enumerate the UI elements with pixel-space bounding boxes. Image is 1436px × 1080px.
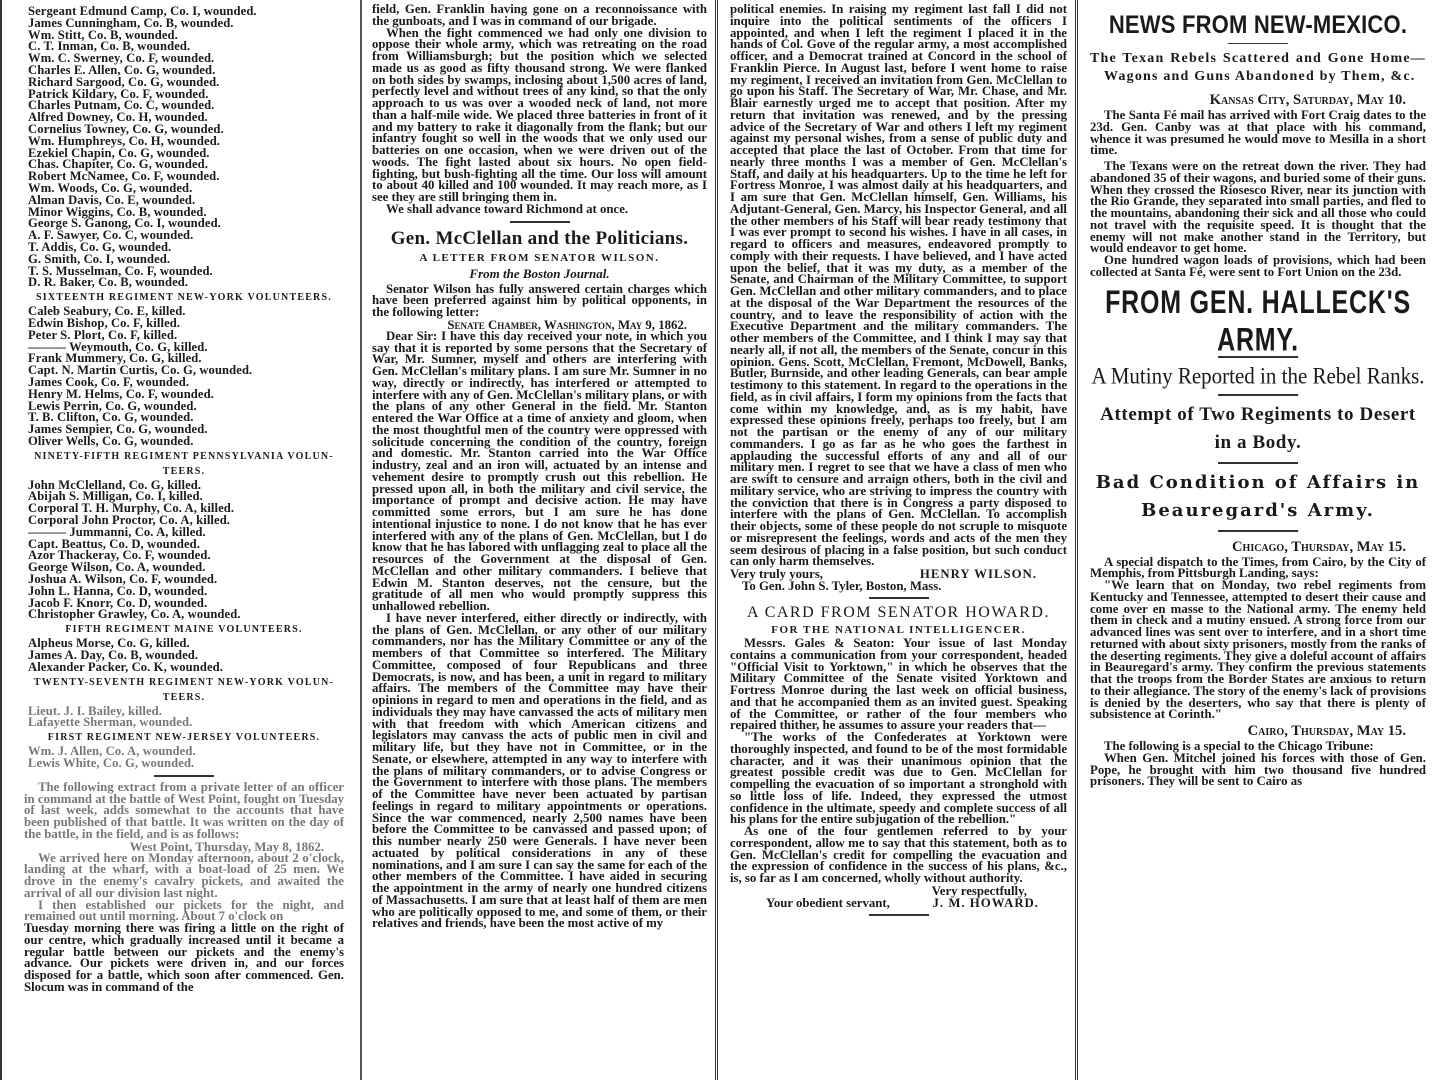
- casualty-entry: Chas. Chapiter, Co. G, wounded.: [28, 157, 209, 172]
- signature: J. M. HOWARD.: [932, 895, 1039, 910]
- casualty-entry: Minor Wiggins, Co. B, wounded.: [28, 204, 207, 219]
- section-divider: [869, 597, 929, 599]
- section-divider: [869, 914, 929, 916]
- casualty-entry: James A. Day, Co. B, wounded.: [28, 648, 199, 663]
- casualty-entry: Wm. Humphreys, Co. H, wounded.: [28, 133, 221, 148]
- casualty-entry: Lieut. J. I. Bailey, killed.: [28, 703, 163, 718]
- casualty-entry: A. F. Sawyer, Co. C, wounded.: [28, 228, 194, 243]
- casualty-entry: Wm. J. Allen, Co. A, wounded.: [28, 744, 196, 759]
- casualty-entry: ——— Weymouth, Co. G, killed.: [28, 339, 208, 354]
- casualty-entry: Sergeant Edmund Camp, Co. I, wounded.: [28, 4, 257, 18]
- halleck-headline: FROM GEN. HALLECK'S ARMY.: [1105, 283, 1411, 358]
- card-headline: A CARD FROM SENATOR HOWARD.: [747, 604, 1050, 621]
- casualty-entry: James Sempier, Co. G, wounded.: [28, 422, 208, 437]
- casualty-entry: T. B. Clifton, Co. G, wounded.: [28, 410, 194, 425]
- column-4: [1075, 0, 1436, 1080]
- casualty-entry: George S. Ganong, Co. I, wounded.: [28, 216, 221, 231]
- news-deck: The Texan Rebels Scattered and Gone Home—Wagons and Guns Abandoned by Them, &c.: [1090, 51, 1426, 84]
- regiment-heading: NINETY-FIFTH REGIMENT PENNSYLVANIA VOLUN-: [34, 450, 334, 462]
- card-paragraph: As one of the four gentlemen referred to by your correspondent, allow me to say that this statement, both as to Gen. McClellan's credit for compelling the evacuation and the expression of confidence in the success of his plans, &c., is, so far as I am concerned, wholly without authority.: [730, 824, 1067, 885]
- addressee: To Gen. John S. Tyler, Boston, Mass.: [742, 579, 942, 593]
- dispatch-quote: "We learn that on Monday, two rebel regiments from Kentucky and Tennessee, attempted to desert their cause and come over en masse to the National army. The enemy held them in check and a mutiny ensued. A strong force from our advanced lines was sent over to interfere, and in a short time returned with about sixty prisoners, mostly from the ranks of the deserting regiments. They give a doleful account of affairs in Beauregard's army. They confirm the previous statements that the troops from the Border States are anxious to return to their allegiance. The story of the enemy's lack of provisions is denied by the deserters, who say that there is plenty of subsistence at Corinth.": [1090, 578, 1426, 722]
- casualty-entry: Azor Thackeray, Co. F, wounded.: [28, 548, 211, 563]
- casualty-entry: G. Smith, Co. I, wounded.: [28, 251, 171, 266]
- halleck-deck: A Mutiny Reported in the Rebel Ranks.: [1091, 362, 1425, 389]
- section-divider: [1218, 530, 1298, 532]
- casualty-entry: John McClelland, Co. G, killed.: [28, 477, 202, 492]
- casualty-entry: Patrick Kildary, Co. F, wounded.: [28, 86, 209, 101]
- column-2: [360, 0, 715, 1080]
- closing: Very respectfully,: [931, 883, 1027, 898]
- casualty-entry: T. S. Musselman, Co. F, wounded.: [28, 263, 213, 278]
- letter-continuation: We shall advance toward Richmond at once.: [386, 201, 629, 216]
- casualty-list-95pa: [24, 477, 344, 622]
- article-paragraph: I have never interfered, either directly or indirectly, with the plans of Gen. McClellan, or any other of our military commanders, nor has the Military Committee or any of the members of that Committee so interfered. The Military Committee, composed of four Republicans and three Democrats, is now, and has been, a unit in regard to military affairs. The members of the Committee may have their opinions in regard to men and operations in the field, and as individuals they may have canvassed the acts of military men with that freedom with which American citizens and legislators may canvass the acts of public men in civil and military life, but they have not in Committee, or in the Senate, or elsewhere, attempted in any way to interfere with the plans of military commanders, or to advise Congress or the Government to interfere with those plans. The members of the Committee have never been actuated by partisan feelings in regard to military appointments or operations. Since the war commenced, nearly 2,500 names have been before the Committee to be canvassed and passed upon; of this number nearly 250 were Generals. I have never been actuated by political considerations in any of these nominations, and I am sure I can say the same for each of the other members of the Committee. I have aided in securing the appointment in the army of nearly one hundred citizens of Massachusetts. I am sure that at least half of them are men who are politically opposed to me, and some of them, or their relatives and friends, have been the most active of my: [372, 610, 707, 931]
- wilson-letter-continuation: political enemies. In raising my regiment last fall I did not inquire into the political sentiments of the officers I appointed, and when I left the regiment I placed it in the hands of Col. Gove of the regular army, a most accomplished officer, and a Democrat trained at Concord in the school of Franklin Pierce. In August last, before I went home to raise my regiment, I received an invitation from Gen. McClellan to go upon his Staff. The Secretary of War, Mr. Chase, and Mr. Blair earnestly urged me to accept that position. After my return that invitation was renewed, and by the pressing advice of the Secretary of War and others I left my regiment against my personal wishes, from a sense of public duty and accepted that place the last of October. From that time for nearly three months I was a member of Gen. McClellan's Staff, and daily at his headquarters. Up to the time he left for Fortress Monroe, I was almost daily at his headquarters, and I am sure that Gen. McClellan himself, Gen. Williams, his Adjutant-General, Gen. Marcy, his Inspector General, and all the other members of his Staff will bear ready testimony that I was ever prompt to second his wishes. I have in all cases, in regard to officers and measures, endeavored promptly to comply with their requests. I have believed, and I have acted upon the belief, that it was my duty, as a member of the Senate, and Chairman of the Military Committee, to support Gen. McClellan and other military commanders, and to place at the disposal of the War Department the resources of the country, and to leave the responsibility of action with the Executive Department and the military commanders. The other members of the Committee, and I think I may say that nearly all, if not all, the members of the Senate, concur in this opinion. Gens. Scott, McClellan, Fremont, McDowell, Banks, Butler, Burnside, and other leading Generals, can bear ample testimony to this statement. In regard to the operations in the field, as in civil affairs, I form my opinions from the facts that come within my knowledge, and, as is my habit, have expressed these opinions freely, perhaps too freely, but I am not the partisan or the enemy of any of our military commanders. I go as far as he who goes the farthest in applauding the successful efforts of any and all of our military men. I regret to see that we have a class of men who are swift to censure and arraign others, both in the civil and military service, who are striving to impress the country with the conviction that there is in Congress a party disposed to interfere with the plans of Gen. McClellan. To accomplish their objects, some of these people do not scruple to misquote or misrepresent the feelings, words and acts of the men they seem desirous of placing in a false position, but such conduct can only harm themselves.: [730, 2, 1067, 569]
- casualty-list-16ny: [24, 306, 344, 448]
- article-source: From the Boston Journal.: [469, 265, 610, 281]
- dispatch-paragraph: A special dispatch to the Times, from Cairo, by the City of Memphis, from Pittsburgh Landing, says:: [1090, 554, 1426, 581]
- casualty-entry: Charles E. Allen, Co. G, wounded.: [28, 62, 216, 77]
- card-paragraph: Messrs. Gales & Seaton: Your issue of last Monday contains a communication from your correspondent, headed "Official Visit to Yorktown," in which he observes that the Military Committee of the Senate visited Yorktown and Fortress Monroe during the last week on official business, and that he accompanied them as an invited guest. Speaking of the Committee, or rather of the four members who repaired thither, he assumes to assure your readers that—: [730, 636, 1067, 733]
- casualty-entry: D. R. Baker, Co. B, wounded.: [28, 275, 189, 290]
- regiment-heading: FIRST REGIMENT NEW-JERSEY VOLUNTEERS.: [47, 732, 321, 744]
- halleck-deck: Attempt of Two Regiments to Desert in a Body.: [1100, 403, 1416, 453]
- news-paragraph: One hundred wagon loads of provisions, which had been collected at Santa Fé, were sent to Fort Union on the 23d.: [1090, 253, 1426, 279]
- casualty-entry: Richard Sargood, Co. G, wounded.: [28, 74, 220, 89]
- casualty-list-1nj: [24, 746, 344, 770]
- letter-dateline: West Point, Thursday, May 8, 1862.: [129, 839, 324, 854]
- section-divider: [510, 221, 570, 223]
- casualty-entry: Alman Davis, Co. E, wounded.: [28, 192, 196, 207]
- casualty-entry: Henry M. Helms, Co. F, wounded.: [28, 386, 214, 401]
- casualty-entry: ——— Jummanni, Co. A, killed.: [28, 524, 206, 539]
- column-3: [715, 0, 1075, 1080]
- casualty-entry: Abijah S. Milligan, Co. I, killed.: [28, 489, 203, 504]
- news-paragraph: The Texans were on the retreat down the river. They had abandoned 35 of their wagons, and buried some of their guns. When they crossed the Riosesco River, near its junction with the Rio Grande, they separated into small parties, and fled to the mountains, abandoning their sick and all those who could not travel with the requisite speed. It is thought that the enemy will not make another stand in the Territory, but would endeavor to get home.: [1090, 159, 1426, 256]
- article-headline: Gen. McClellan and the Politicians.: [390, 227, 689, 249]
- section-divider: [1218, 462, 1298, 464]
- casualty-entry: John L. Hanna, Co. D, wounded.: [28, 583, 208, 598]
- casualty-entry: Corporal John Proctor, Co. A, killed.: [28, 513, 231, 528]
- letter-paragraph: Tuesday morning there was firing a little on the right of our centre, which gradually increased until it became a regular battle between our pickets and the enemy's advance. Our pickets were driven in, and our forces disposed for a battle, which soon after commenced. Gen. Slocum was in command of the: [24, 921, 344, 994]
- casualty-entry: Lewis Perrin, Co. G, wounded.: [28, 398, 197, 413]
- casualty-list-a: [24, 6, 344, 289]
- regiment-heading: SIXTEENTH REGIMENT NEW-YORK VOLUNTEERS.: [36, 292, 332, 304]
- article-intro: Senator Wilson has fully answered certain charges which have been preferred against him by political opponents, in the following letter:: [372, 281, 707, 319]
- casualty-entry: Cornelius Towney, Co. G, wounded.: [28, 121, 224, 136]
- letter-intro: The following extract from a private letter of an officer in command at the battle of West Point, fought on Tuesday of last week, adds somewhat to the accounts that have been published of that battle. It was written on the day of the battle, in the field, and is as follows:: [24, 779, 344, 841]
- card-subheadline: FOR THE NATIONAL INTELLIGENCER.: [771, 624, 1026, 636]
- article-paragraph: Dear Sir: I have this day received your note, in which you say that it is reported by some persons that the Secretary of War, Mr. Sumner, myself and others are interfering with Gen. McClellan's military plans. I am sure Mr. Sumner in no way, directly or indirectly, has interfered or attempted to interfere with any of Gen. McClellan's military plans, or with the plans of any other General in the field. Mr. Stanton entered the War Office at a time of anxiety and gloom, when the most thoughtful men of the country were oppressed with solicitude concerning the condition of the country, foreign and domestic. Mr. Stanton carried into the War Office industry, zeal and an iron will, actuated by an intense and vehement desire to promptly crush out this rebellion. He pressed upon all, in both the military and civil service, the importance of prompt and decisive action. He may have committed some errors, but I am sure he has done intentional injustice to none. I do not know that he has ever interfered with any of the plans of Gen. McClellan, but I do know that he has labored with unflagging zeal to place all the resources of the Government at the disposal of Gen. McClellan and other military commanders. I believe that Edwin M. Stanton deserves, not the censure, but the gratitude of all men who would promptly suppress this unhallowed rebellion.: [372, 328, 707, 613]
- casualty-entry: Jacob F. Knorr, Co. D, wounded.: [28, 595, 208, 610]
- article-dateline: Senate Chamber, Washington, May 9, 1862.: [447, 317, 687, 332]
- casualty-entry: Charles Putnam, Co. C, wounded.: [28, 98, 215, 113]
- casualty-entry: Edwin Bishop, Co. F, killed.: [28, 315, 181, 330]
- casualty-entry: Alfred Downey, Co. H, wounded.: [28, 110, 208, 125]
- letter-paragraph: We arrived here on Monday afternoon, about 2 o'clock, landing at the wharf, with a boat-load of 25 men. We drove in the enemy's cavalry pickets, and awaited the arrival of all our division last night.: [24, 850, 344, 900]
- section-divider: [1228, 43, 1288, 44]
- casualty-entry: George Wilson, Co. A, wounded.: [28, 560, 206, 575]
- howard-signoff: [730, 897, 1067, 909]
- casualty-entry: Caleb Seabury, Co. E, killed.: [28, 304, 186, 319]
- regiment-heading-cont: TEERS.: [162, 465, 206, 477]
- casualty-entry: Joshua A. Wilson, Co. F, wounded.: [28, 572, 218, 587]
- casualty-list-27ny: [24, 703, 344, 730]
- closing: Very truly yours,: [730, 567, 824, 581]
- casualty-entry: Frank Mummery, Co. G, killed.: [28, 351, 202, 366]
- dispatch-paragraph: The following is a special to the Chicago Tribune:: [1104, 739, 1374, 753]
- casualty-entry: Christopher Grawley, Co. A, wounded.: [28, 607, 241, 622]
- casualty-entry: T. Addis, Co. G, wounded.: [28, 239, 172, 254]
- officer-letter: [24, 779, 344, 994]
- casualty-entry: Alexander Packer, Co. K, wounded.: [28, 659, 224, 674]
- letter-continuation: When the fight commenced we had only one division to oppose their whole army, which was retreating on the road from Williamsburgh; but the position which we selected made us as good as fifty thousand strong. We were flanked on both sides by swamps, inclosing about 1,500 acres of land, perfectly level and without trees of any kind, so that the only approach to us was over a wooded neck of land, not more than a half-mile wide. We placed three batteries in front of it and my battery to rake it diagonally from the flank; but our infantry fought so well in the woods that we only used our batteries on one occasion, when we were driven out of the woods. The fight lasted about six hours. No open field-fighting, but bush-fighting all the time. Our loss will amount to about 40 killed and 100 wounded. It may reach more, as I see they are still bringing them in.: [372, 25, 707, 204]
- dispatch-paragraph: When Gen. Mitchel joined his forces with those of Gen. Pope, he brought with him two thousand five hundred prisoners. They will be sent to Cairo as: [1090, 750, 1426, 789]
- chicago-dateline: Chicago, Thursday, May 15.: [1232, 538, 1406, 555]
- letter-continuation: field, Gen. Franklin having gone on a reconnoissance with the gunboats, and I was in command of our brigade.: [372, 2, 707, 28]
- casualty-entry: Corporal T. H. Murphy, Co. A, killed.: [28, 501, 235, 516]
- section-divider: [154, 775, 214, 777]
- casualty-entry: Wm. Stitt, Co. B, wounded.: [28, 27, 178, 42]
- news-headline: NEWS FROM NEW-MEXICO.: [1108, 10, 1408, 39]
- signature: HENRY WILSON.: [919, 567, 1037, 581]
- casualty-entry: Wm. C. Swerney, Co. F, wounded.: [28, 51, 215, 66]
- regiment-heading: TWENTY-SEVENTH REGIMENT NEW-YORK VOLUN-: [33, 676, 335, 688]
- halleck-deck: Bad Condition of Affairs in Beauregard's Army.: [1095, 471, 1421, 521]
- casualty-entry: Lafayette Sherman, wounded.: [28, 715, 193, 730]
- cairo-dateline: Cairo, Thursday, May 15.: [1247, 723, 1406, 739]
- casualty-entry: Alpheus Morse, Co. G, killed.: [28, 636, 190, 651]
- column-1: [0, 0, 360, 1080]
- casualty-entry: C. T. Inman, Co. B, wounded.: [28, 39, 191, 54]
- news-dateline: Kansas City, Saturday, May 10.: [1209, 92, 1406, 108]
- card-quote: "The works of the Confederates at Yorktown were thoroughly inspected, and found to be of the most formidable character, and it was their unanimous opinion that the greatest possible credit was due to Gen. McClellan for compelling the evacuation of so important a stronghold with so little loss of life. Indeed, they expressed the utmost confidence in the ultimate, speedy and complete success of all his plans for the entire subjugation of the rebellion.": [730, 730, 1067, 827]
- casualty-entry: Oliver Wells, Co. G, wounded.: [28, 433, 194, 448]
- casualty-entry: Peter S. Plort, Co. F, killed.: [28, 327, 178, 342]
- article-subheadline: A LETTER FROM SENATOR WILSON.: [419, 251, 660, 264]
- casualty-entry: Ezekiel Chapin, Co. G, wounded.: [28, 145, 210, 160]
- news-paragraph: The Santa Fé mail has arrived with Fort Craig dates to the 23d. Gen. Canby was at that place with his command, whence it was presumed he would move to Mesilla in a short time.: [1090, 108, 1426, 158]
- casualty-entry: James Cunningham, Co. B, wounded.: [28, 15, 234, 30]
- casualty-entry: Lewis White, Co. G, wounded.: [28, 756, 195, 771]
- casualty-entry: Capt. N. Martin Curtis, Co. G, wounded.: [28, 363, 253, 378]
- casualty-list-5me: [24, 638, 344, 673]
- section-divider: [1218, 394, 1298, 396]
- casualty-entry: Capt. Beattus, Co. D, wounded.: [28, 536, 200, 551]
- letter-paragraph: I then established our pickets for the night, and remained out until morning. About 7 o'clock on: [24, 897, 344, 924]
- servant-line: Your obedient servant,: [766, 895, 890, 910]
- casualty-entry: Robert McNamee, Co. F, wounded.: [28, 169, 220, 184]
- regiment-heading-cont: TEERS.: [162, 691, 206, 703]
- casualty-entry: Wm. Woods, Co. G, wounded.: [28, 180, 193, 195]
- regiment-heading: FIFTH REGIMENT MAINE VOLUNTEERS.: [65, 624, 303, 636]
- casualty-entry: James Cook, Co. F, wounded.: [28, 374, 190, 389]
